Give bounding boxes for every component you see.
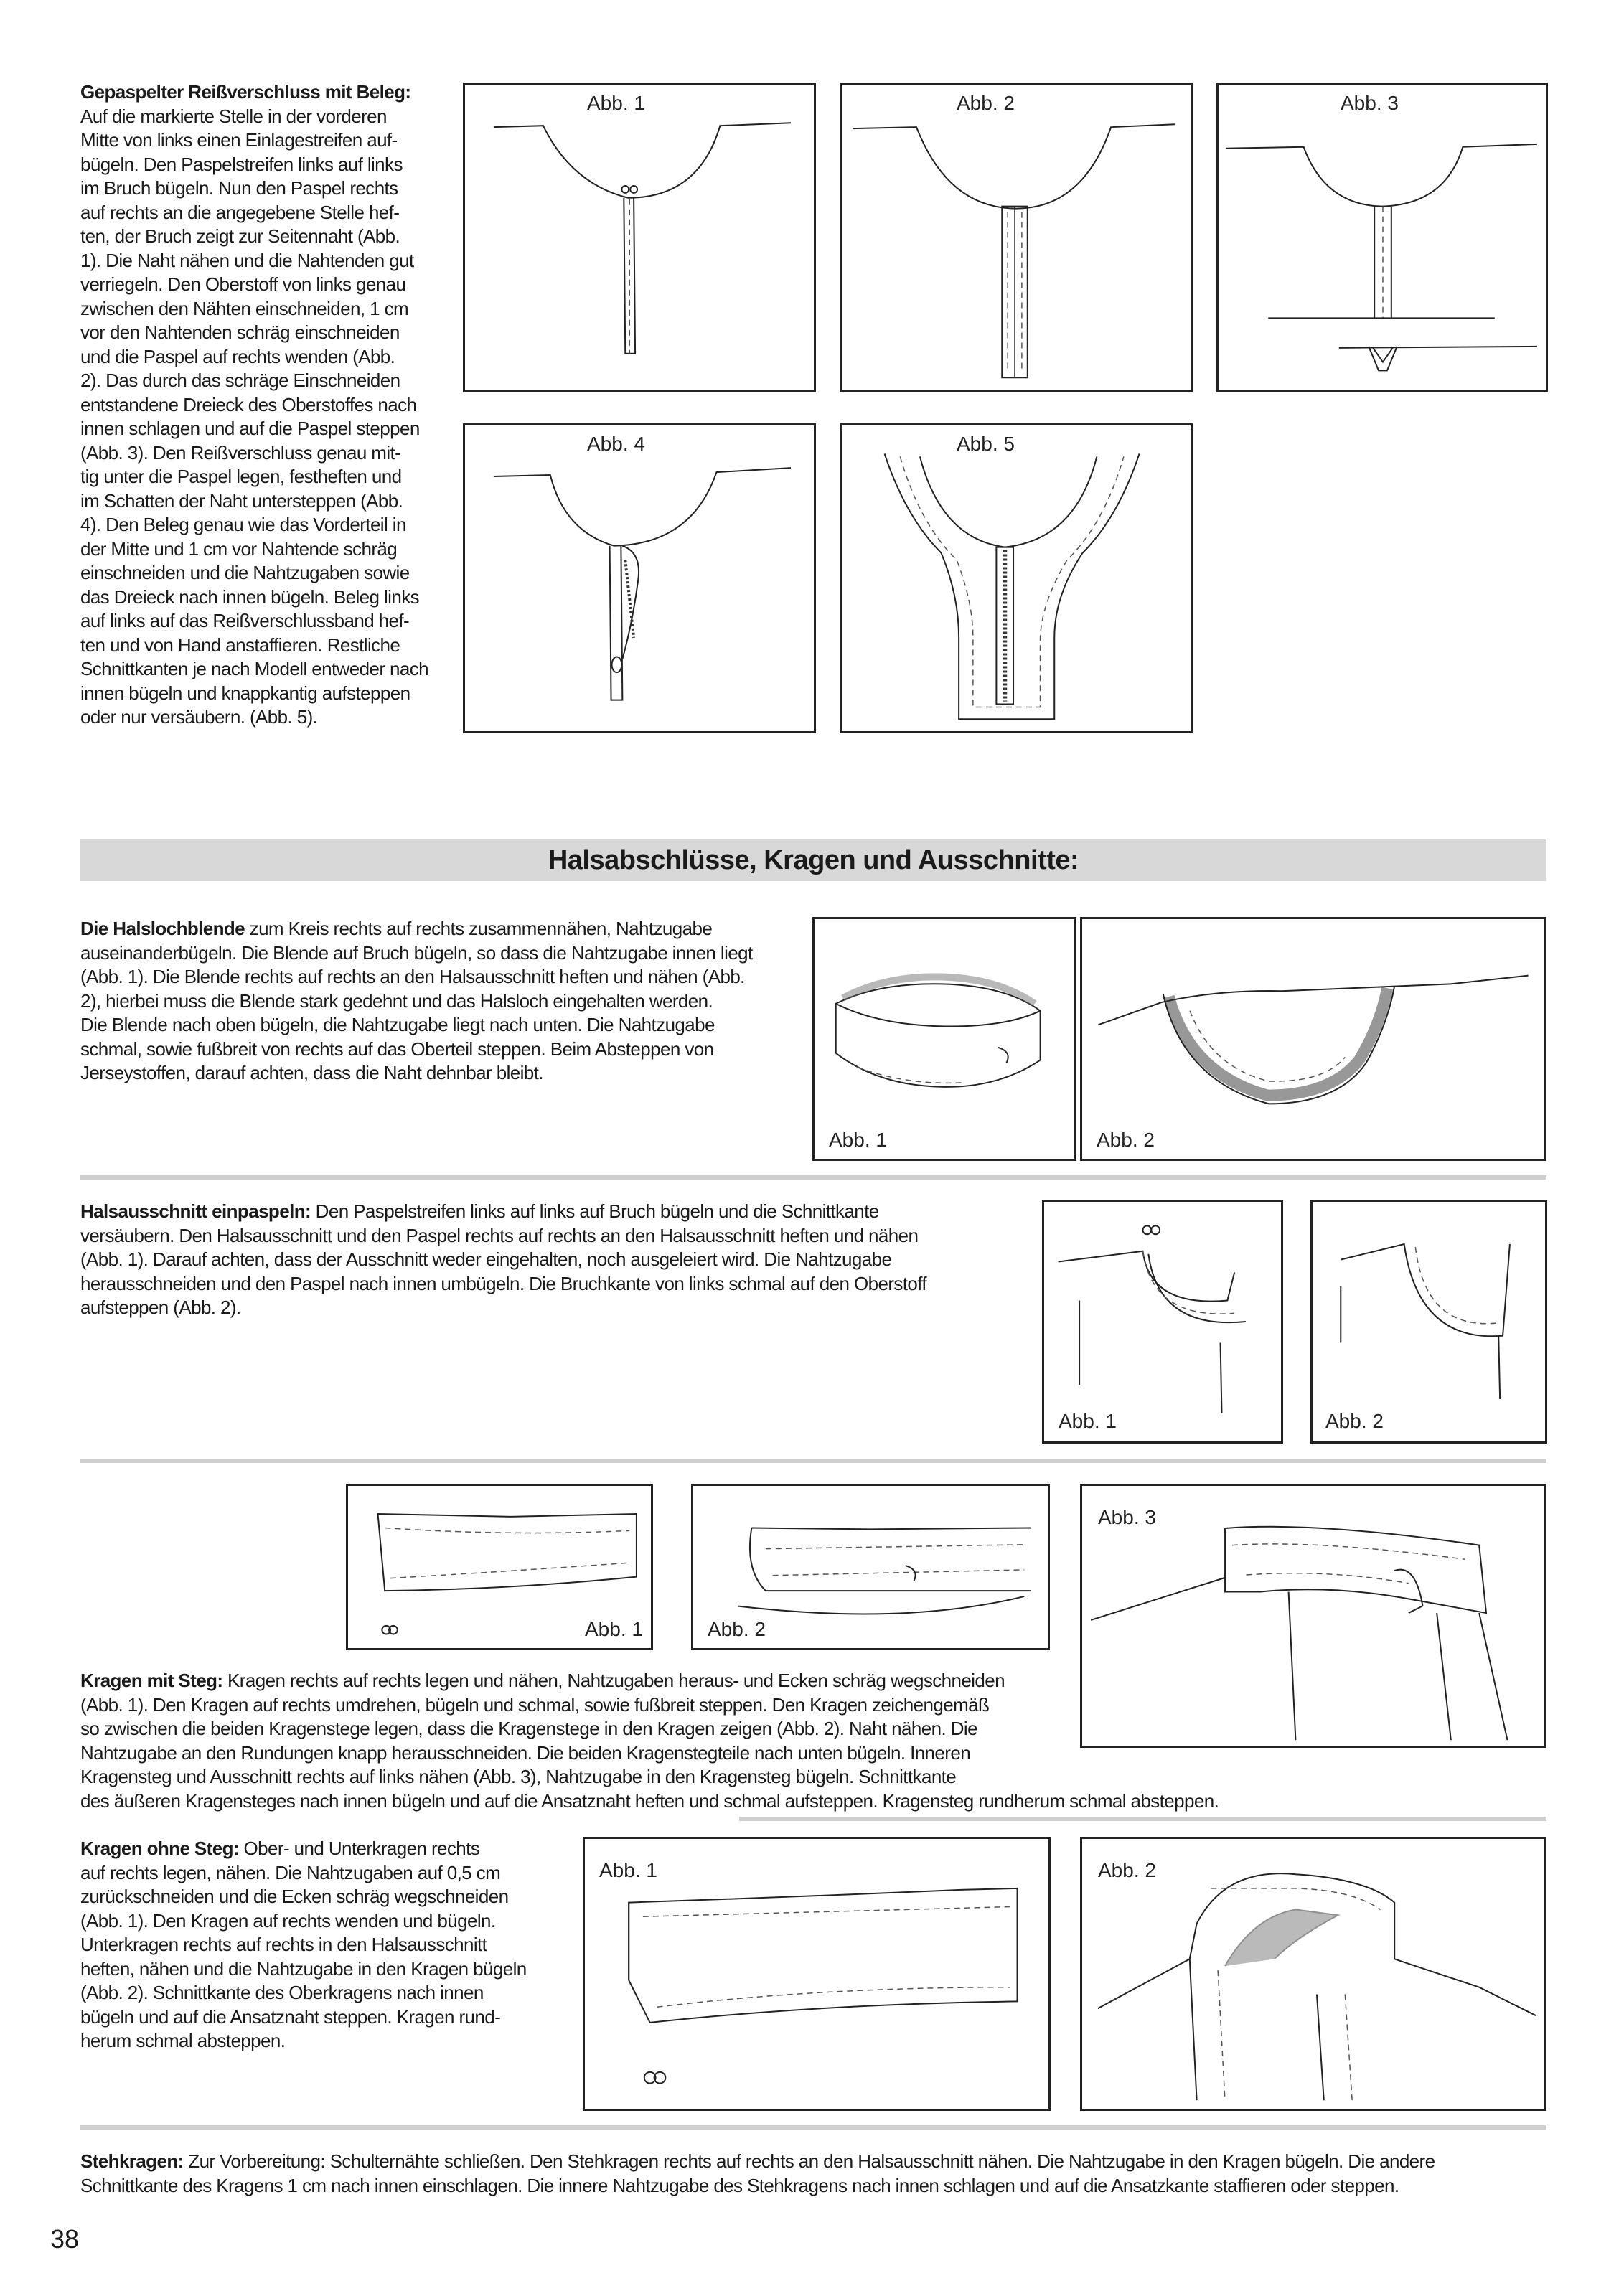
zipper-line: und die Paspel auf rechts wenden (Abb. [80, 345, 395, 367]
zipper-figure-5 [840, 423, 1193, 733]
kragen-ohne-line: bügeln und auf die Ansatznaht steppen. Kragen rund- [80, 2005, 501, 2028]
zipper-line: oder nur versäubern. (Abb. 5). [80, 706, 318, 728]
kragen-steg-line: (Abb. 1). Den Kragen auf rechts umdrehen, bügeln und schmal, sowie fußbreit steppen. Den Kragen zeichengemäß [80, 1693, 990, 1716]
zipper-illustration-1 [465, 85, 814, 390]
kragen-ohne-line: (Abb. 2). Schnittkante des Oberkragens nach innen [80, 1982, 484, 2003]
zipper-line: vor den Nahtenden schräg einschneiden [80, 321, 400, 343]
figure-label: Abb. 2 [1098, 1859, 1156, 1881]
page-number: 38 [50, 2224, 80, 2254]
zipper-line: der Mitte und 1 cm vor Nahtende schräg [80, 537, 398, 560]
zipper-line: bügeln. Den Paspelstreifen links auf links [80, 153, 403, 175]
figure-label: Abb. 2 [1097, 1129, 1155, 1151]
section-divider [739, 1817, 1546, 1821]
zipper-line: ten und von Hand anstaffieren. Restliche [80, 634, 400, 656]
stehkragen-line: Schnittkante des Kragens 1 cm nach innen einschlagen. Die innere Nahtzugabe des Stehkragens nach innen schlagen und auf die Ansatzkante staffieren oder steppen. [80, 2174, 1399, 2196]
ohne-figure-2 [1080, 1837, 1546, 2111]
zipper-title: Gepaspelter Reißverschluss mit Beleg: [80, 81, 411, 103]
zipper-line: innen bügeln und knappkantig aufsteppen [80, 682, 410, 704]
zipper-line: im Schatten der Naht untersteppen (Abb. [80, 489, 403, 512]
zipper-line: 2). Das durch das schräge Einschneiden [80, 370, 400, 391]
section-divider [80, 1459, 1546, 1463]
zipper-line: das Dreieck nach innen bügeln. Beleg links [80, 585, 419, 608]
figure-label: Abb. 1 [585, 1618, 643, 1640]
zipper-line: tig unter die Paspel legen, festheften und [80, 466, 402, 487]
kragen-steg-line: so zwischen die beiden Kragenstege legen, dass die Kragenstege in den Kragen zeigen (Abb. 2). Naht nähen. Die [80, 1718, 977, 1739]
section-heading-bar [80, 839, 1546, 881]
zipper-line: 4). Den Beleg genau wie das Vorderteil in [80, 514, 406, 535]
kragen-ohne-line: auf rechts legen, nähen. Die Nahtzugaben auf 0,5 cm [80, 1861, 501, 1883]
kragen-ohne-line: heften, nähen und die Nahtzugabe in den Kragen bügeln [80, 1957, 527, 1980]
figure-label: Abb. 1 [1059, 1410, 1117, 1432]
kragen-ohne-line: zurückschneiden und die Ecken schräg wegschneiden [80, 1886, 509, 1907]
figure-label: Abb. 2 [1325, 1410, 1384, 1432]
einpaspeln-line: herausschneiden und den Paspel nach innen umbügeln. Die Bruchkante von links schmal auf den Oberstoff [80, 1272, 927, 1294]
kragen-steg-title: Kragen mit Steg: [80, 1670, 223, 1691]
ohne-figure-1 [583, 1837, 1051, 2111]
section-divider [80, 1175, 1546, 1180]
einpaspeln-line: versäubern. Den Halsausschnitt und den Paspel rechts auf rechts an den Halsausschnitt heften und nähen [80, 1224, 919, 1246]
einpaspeln-line: aufsteppen (Abb. 2). [80, 1297, 241, 1318]
kragen-ohne-line: herum schmal absteppen. [80, 2030, 286, 2051]
steg-figure-1 [346, 1484, 653, 1650]
figure-label: Abb. 1 [829, 1129, 887, 1151]
einpaspeln-text [80, 1200, 1013, 1320]
kragen-steg-line: Nahtzugabe an den Rundungen knapp herausschneiden. Die beiden Kragenstegteile nach unten bügeln. Inneren [80, 1741, 971, 1764]
stehkragen-text [80, 2150, 1546, 2198]
figure-label: Abb. 5 [957, 433, 1015, 455]
zipper-line: (Abb. 3). Den Reißverschluss genau mit- [80, 441, 401, 464]
zipper-line: einschneiden und die Nahtzugaben sowie [80, 562, 410, 583]
halslochblende-line: Jerseystoffen, darauf achten, dass die Naht dehnbar bleibt. [80, 1062, 543, 1083]
figure-label: Abb. 2 [708, 1618, 766, 1640]
zipper-line: Mitte von links einen Einlagestreifen auf- [80, 129, 398, 151]
zipper-figure-4 [463, 423, 816, 733]
halslochblende-line: zum Kreis rechts auf rechts zusammennähen, Nahtzugabe [245, 918, 713, 939]
zipper-line: Auf die markierte Stelle in der vorderen [80, 105, 387, 127]
kragen-steg-text [80, 1669, 1272, 1813]
einpaspeln-title: Halsausschnitt einpaspeln: [80, 1200, 311, 1222]
zipper-line: im Bruch bügeln. Nun den Paspel rechts [80, 177, 398, 199]
zipper-figure-2 [840, 83, 1193, 392]
zipper-line: auf links auf das Reißverschlussband hef- [80, 610, 410, 631]
figure-label: Abb. 3 [1341, 92, 1399, 114]
zipper-line: ten, der Bruch zeigt zur Seitennaht (Abb. [80, 225, 400, 247]
figure-label: Abb. 2 [957, 92, 1015, 114]
kragen-steg-line: Kragen rechts auf rechts legen und nähen, Nahtzugaben heraus- und Ecken schräg wegschneiden [222, 1670, 1005, 1691]
kragen-ohne-line: Unterkragen rechts auf rechts in den Halsausschnitt [80, 1934, 487, 1955]
kragen-ohne-text [80, 1837, 568, 2053]
figure-label: Abb. 3 [1098, 1506, 1156, 1528]
halslochblende-line: auseinanderbügeln. Die Blende auf Bruch bügeln, so dass die Nahtzugabe innen liegt [80, 941, 753, 964]
halslochblende-line: 2), hierbei muss die Blende stark gedehnt und das Halsloch eingehalten werden. [80, 989, 713, 1012]
zipper-figure-1 [463, 83, 816, 392]
zipper-text [80, 80, 482, 730]
zipper-illustration-4 [465, 425, 814, 731]
kragen-ohne-line: (Abb. 1). Den Kragen auf rechts wenden und bügeln. [80, 1909, 496, 1932]
halslochblende-line: Die Blende nach oben bügeln, die Nahtzugabe liegt nach unten. Die Nahtzugabe [80, 1014, 715, 1035]
blende-illustration-2 [1082, 919, 1544, 1159]
einpaspeln-line: Den Paspelstreifen links auf links auf Bruch bügeln und die Schnittkante [311, 1200, 879, 1222]
halslochblende-title: Die Halslochblende [80, 918, 245, 939]
section-heading: Halsabschlüsse, Kragen und Ausschnitte: [548, 845, 1079, 875]
kragen-ohne-line: Ober- und Unterkragen rechts [238, 1838, 480, 1859]
steg-figure-2 [691, 1484, 1050, 1650]
blende-illustration-1 [815, 919, 1074, 1159]
einpaspeln-line: (Abb. 1). Darauf achten, dass der Ausschnitt weder eingehalten, noch ausgeleiert wird. Die Nahtzugabe [80, 1248, 892, 1270]
zipper-illustration-3 [1219, 85, 1546, 390]
kragen-steg-line: des äußeren Kragensteges nach innen bügeln und auf die Ansatznaht heften und schmal aufsteppen. Kragensteg rundherum schmal absteppen. [80, 1789, 1219, 1812]
kragen-ohne-title: Kragen ohne Steg: [80, 1838, 239, 1859]
paspel-figure-2 [1310, 1200, 1547, 1444]
zipper-line: 1). Die Naht nähen und die Nahtenden gut [80, 249, 414, 271]
section-divider [80, 2125, 1546, 2130]
zipper-line: verriegeln. Den Oberstoff von links genau [80, 273, 406, 295]
paspel-illustration-2 [1313, 1202, 1545, 1441]
blende-figure-2 [1080, 917, 1546, 1161]
zipper-line: auf rechts an die angegebene Stelle hef- [80, 201, 400, 223]
zipper-illustration-2 [842, 85, 1191, 390]
kragen-steg-line: Kragensteg und Ausschnitt rechts auf links nähen (Abb. 3), Nahtzugabe in den Kragensteg bügeln. Schnittkante [80, 1766, 957, 1787]
halslochblende-text [80, 917, 798, 1086]
stehkragen-title: Stehkragen: [80, 2150, 184, 2172]
paspel-figure-1 [1042, 1200, 1283, 1444]
zipper-line: entstandene Dreieck des Oberstoffes nach [80, 393, 417, 415]
figure-label: Abb. 1 [587, 92, 645, 114]
halslochblende-line: (Abb. 1). Die Blende rechts auf rechts an den Halsausschnitt heften und nähen (Abb. [80, 966, 745, 987]
zipper-figure-3 [1216, 83, 1548, 392]
halslochblende-line: schmal, sowie fußbreit von rechts auf das Oberteil steppen. Beim Absteppen von [80, 1038, 714, 1060]
figure-label: Abb. 4 [587, 433, 645, 455]
zipper-line: zwischen den Nähten einschneiden, 1 cm [80, 297, 409, 319]
blende-figure-1 [812, 917, 1076, 1161]
zipper-line: innen schlagen und auf die Paspel steppen [80, 418, 420, 439]
figure-label: Abb. 1 [599, 1859, 657, 1881]
zipper-line: Schnittkanten je nach Modell entweder nach [80, 658, 429, 679]
zipper-illustration-5 [842, 425, 1191, 731]
paspel-illustration-1 [1044, 1202, 1281, 1441]
stehkragen-line: Zur Vorbereitung: Schulternähte schließen. Den Stehkragen rechts auf rechts an den Halsausschnitt nähen. Die Nahtzugabe in den Kragen bügeln. Die andere [183, 2150, 1435, 2172]
